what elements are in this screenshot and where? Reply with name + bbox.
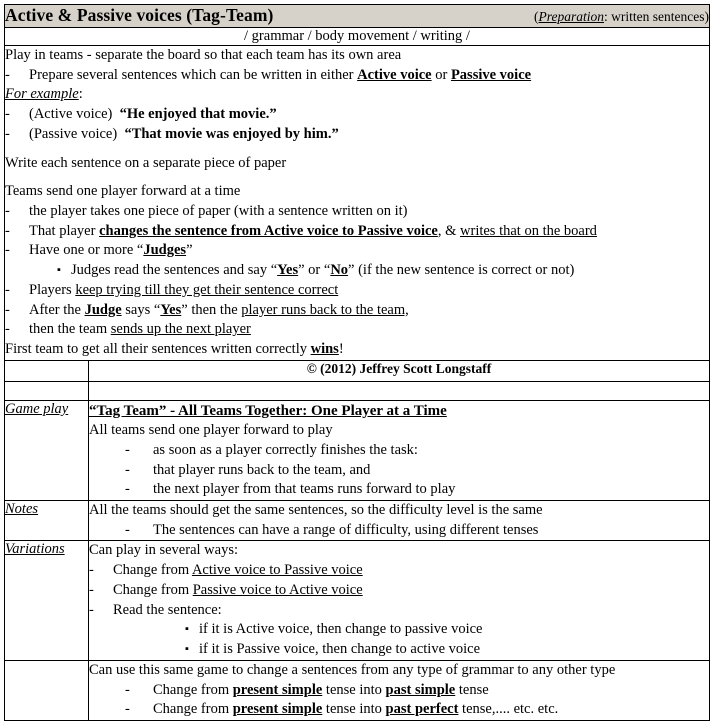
for-example-colon: :	[78, 86, 83, 103]
gameplay-title: “Tag Team” - All Teams Together: One Player at a Time	[89, 402, 447, 419]
gameplay-label: Game play	[5, 400, 69, 417]
extra-bullet-1	[89, 681, 709, 701]
extra-bullet-1-c: tense into	[322, 681, 386, 698]
instruction-line-after-judge	[5, 301, 709, 321]
first-team-c: !	[338, 341, 344, 358]
variations-subbullet-1-text: if it is Active voice, then change to passive voice	[199, 621, 483, 638]
extra-bullet-2-c: tense into	[322, 701, 386, 718]
dash-marker: -	[5, 106, 10, 123]
prepare-text-c: or	[431, 66, 451, 83]
gameplay-label-cell	[5, 400, 89, 500]
gameplay-content-cell	[89, 400, 710, 500]
dash-marker: -	[5, 203, 10, 220]
variations-bullet-2-a: Change from	[113, 581, 193, 598]
variations-line-1: Can play in several ways:	[89, 542, 238, 559]
lesson-plan-table	[4, 4, 710, 721]
variations-bullet-1-a: Change from	[113, 562, 192, 579]
variations-bullet-3-text: Read the sentence:	[113, 601, 222, 618]
category-cell: / grammar / body movement / writing /	[5, 28, 710, 46]
prepare-text-a: Prepare several sentences which can be written in either	[29, 66, 358, 83]
changes-text-c: , &	[437, 222, 461, 239]
spacer-content-cell	[89, 381, 710, 400]
gameplay-bullet-1-text: as soon as a player correctly finishes the task:	[153, 441, 418, 458]
spacer	[5, 145, 709, 154]
takes-paper-text: the player takes one piece of paper (with a sentence written on it)	[29, 203, 408, 220]
instruction-line-judges	[5, 241, 709, 261]
passive-voice-term: Passive voice	[450, 66, 532, 83]
square-bullet-icon: ▪	[57, 263, 61, 276]
category-row	[5, 28, 710, 46]
variations-bullet-2	[89, 581, 709, 601]
for-example-label: For example	[5, 86, 79, 103]
present-simple-term: present simple	[232, 701, 323, 718]
prep-rest: : written sentences)	[604, 9, 709, 24]
gameplay-bullet-2	[89, 461, 709, 481]
dash-marker: -	[5, 321, 10, 338]
dash-marker: -	[125, 461, 130, 478]
example-active-label: (Active voice)	[29, 106, 113, 123]
dash-marker: -	[5, 281, 10, 298]
runs-back-emphasis: player runs back to the team,	[241, 301, 409, 318]
instruction-line-keep-trying	[5, 281, 709, 301]
notes-line-1: All the teams should get the same sentences, so the difficulty level is the same	[89, 502, 543, 519]
instruction-text: Play in teams - separate the board so that each team has its own area	[5, 47, 402, 63]
prep-open-paren: (	[534, 9, 539, 24]
after-judge-a: After the	[29, 301, 85, 318]
square-bullet-icon: ▪	[185, 642, 189, 655]
judges-read-c: ” or “	[298, 262, 331, 279]
variations-label: Variations	[5, 541, 65, 558]
yes-term: Yes	[277, 262, 299, 279]
variations-subbullet-2	[89, 640, 709, 660]
past-simple-term: past simple	[385, 681, 456, 698]
instruction-line-teams-send-player: Teams send one player forward at a time	[5, 183, 241, 200]
no-term: No	[330, 262, 349, 279]
spacer-row	[5, 381, 710, 400]
first-team-a: First team to get all their sentences written correctly	[5, 341, 311, 358]
example-active-line	[5, 105, 709, 125]
extra-bullet-1-e: tense	[455, 681, 489, 698]
instruction-line-first-team-wins	[5, 340, 709, 360]
instruction-line-prepare-sentences	[5, 66, 709, 86]
notes-label: Notes	[5, 501, 39, 518]
instruction-line-judges-read	[5, 261, 709, 281]
sends-next-a: then the team	[29, 321, 111, 338]
wins-term: wins	[310, 341, 339, 358]
example-passive-line	[5, 125, 709, 145]
judges-term: Judges	[143, 242, 187, 259]
past-perfect-term: past perfect	[385, 701, 459, 718]
present-simple-term: present simple	[232, 681, 323, 698]
example-active-sentence: “He enjoyed that movie.”	[119, 106, 277, 123]
dash-marker: -	[5, 242, 10, 259]
variations-label-cell	[5, 541, 89, 660]
example-passive-sentence: “That movie was enjoyed by him.”	[124, 125, 339, 142]
example-passive-label: (Passive voice)	[29, 125, 118, 142]
variations-subbullet-1	[89, 620, 709, 640]
square-bullet-icon: ▪	[185, 622, 189, 635]
spacer	[5, 173, 709, 182]
gameplay-bullet-3	[89, 480, 709, 500]
judges-read-e: ” (if the new sentence is correct or not)	[348, 262, 575, 279]
extra-label-cell	[5, 660, 89, 720]
notes-content-cell	[89, 501, 710, 541]
dash-marker: -	[5, 66, 10, 83]
writes-on-board-emphasis: writes that on the board	[460, 222, 597, 239]
keep-trying-a: Players	[29, 281, 76, 298]
dash-marker: -	[89, 562, 94, 579]
notes-bullet-1-text: The sentences can have a range of difficulty, using different tenses	[153, 521, 539, 538]
extra-bullet-1-a: Change from	[153, 681, 233, 698]
spacer-label-cell	[5, 381, 89, 400]
gameplay-row	[5, 400, 710, 500]
copyright-text: © (2012) Jeffrey Scott Longstaff	[89, 360, 710, 381]
header-row	[5, 5, 710, 28]
notes-row	[5, 501, 710, 541]
instruction-line-changes-sentence	[5, 222, 709, 242]
after-judge-c: says “	[121, 301, 161, 318]
changes-sentence-emphasis: changes the sentence from Active voice to Passive voice	[99, 222, 438, 239]
copyright-row	[5, 360, 710, 381]
sends-next-emphasis: sends up the next player	[110, 321, 251, 338]
after-judge-e: ” then the	[181, 301, 242, 318]
judges-text-c: ”	[186, 242, 193, 259]
variations-bullet-3	[89, 601, 709, 621]
extra-line-1: Can use this same game to change a sentences from any type of grammar to any other type	[89, 661, 616, 678]
instruction-line-write-sentence: Write each sentence on a separate piece of paper	[5, 154, 287, 171]
instruction-line-sends-next-player	[5, 320, 709, 340]
changes-text-a: That player	[29, 222, 100, 239]
extra-row	[5, 660, 710, 720]
judge-term: Judge	[84, 301, 122, 318]
dash-marker: -	[125, 681, 130, 698]
yes-term: Yes	[160, 301, 182, 318]
prep-label: Preparation	[538, 9, 605, 24]
dash-marker: -	[125, 481, 130, 498]
extra-content-cell	[89, 660, 710, 720]
dash-marker: -	[5, 125, 10, 142]
instructions-cell	[5, 46, 710, 361]
page-title: Active & Passive voices (Tag-Team)	[5, 5, 274, 25]
active-voice-term: Active voice	[357, 66, 432, 83]
dash-marker: -	[89, 601, 94, 618]
gameplay-bullet-1	[89, 441, 709, 461]
dash-marker: -	[125, 521, 130, 538]
instruction-line-play-in-teams	[5, 46, 709, 66]
notes-label-cell	[5, 501, 89, 541]
dash-marker: -	[125, 441, 130, 458]
for-example-label-line	[5, 85, 709, 105]
gameplay-bullet-3-text: the next player from that teams runs forward to play	[153, 481, 456, 498]
gameplay-bullet-2-text: that player runs back to the team, and	[153, 461, 371, 478]
instruction-line-takes-paper	[5, 202, 709, 222]
extra-bullet-2-a: Change from	[153, 701, 233, 718]
judges-text-a: Have one or more “	[29, 242, 144, 259]
extra-bullet-2	[89, 700, 709, 720]
keep-trying-emphasis: keep trying till they get their sentence correct	[75, 281, 339, 298]
dash-marker: -	[125, 701, 130, 718]
header-cell	[5, 5, 710, 28]
notes-bullet-1	[89, 521, 709, 541]
dash-marker: -	[5, 301, 10, 318]
active-to-passive-emphasis: Active voice to Passive voice	[191, 562, 363, 579]
judges-read-a: Judges read the sentences and say “	[71, 262, 278, 279]
variations-subbullet-2-text: if it is Passive voice, then change to active voice	[199, 641, 481, 658]
variations-content-cell	[89, 541, 710, 660]
dash-marker: -	[89, 581, 94, 598]
variations-row	[5, 541, 710, 660]
gameplay-line-1: All teams send one player forward to play	[89, 422, 333, 439]
dash-marker: -	[5, 222, 10, 239]
variations-bullet-1	[89, 561, 709, 581]
copyright-label-cell	[5, 360, 89, 381]
instructions-row	[5, 46, 710, 361]
passive-to-active-emphasis: Passive voice to Active voice	[192, 581, 363, 598]
preparation-note	[534, 9, 709, 25]
extra-bullet-2-e: tense,.... etc. etc.	[458, 701, 559, 718]
